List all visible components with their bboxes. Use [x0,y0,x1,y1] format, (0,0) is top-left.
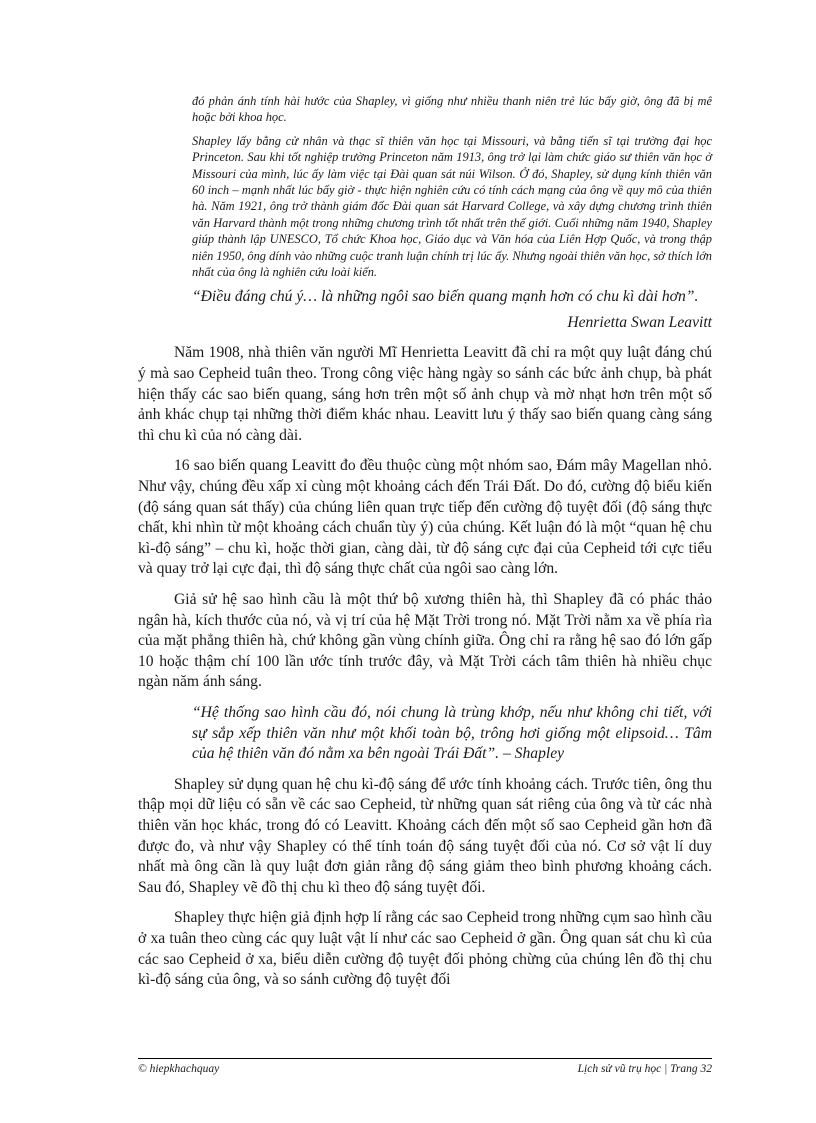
body-paragraph-4: Shapley sử dụng quan hệ chu kì-độ sáng để ước tính khoảng cách. Trước tiên, ông thu thập mọi dữ liệu có sẵn về các sao Cepheid, từ những quan sát riêng của ông và từ các nhà thiên văn học khác, trong đó có Leavitt. Khoảng cách đến một số sao Cepheid gần hơn đã được đo, và như vậy Shapley có thể tính toán độ sáng tuyệt đối của nó. Cơ sở vật lí duy nhất mà ông cần là quy luật đơn giản rằng độ sáng giảm theo bình phương khoảng cách. Sau đó, Shapley vẽ đồ thị chu kì theo độ sáng tuyệt đối. [138,775,712,896]
shapley-quote: “Hệ thống sao hình cầu đó, nói chung là trùng khớp, nếu như không chi tiết, với sự sắp xếp thiên văn như một khối toàn bộ, trông hơi giống một elipsoid… Tâm của hệ thiên văn đó nằm xa bên ngoài Trái Đất”. – Shapley [192,703,712,763]
body-paragraph-5: Shapley thực hiện giả định hợp lí rằng các sao Cepheid trong những cụm sao hình cầu ở xa tuân theo cùng các quy luật vật lí như các sao Cepheid ở gần. Ông quan sát chu kì của các sao Cepheid ở xa, biểu diễn cường độ tuyệt đối phỏng chừng của chúng lên đồ thị chu kì-độ sáng của ông, và so sánh cường độ tuyệt đối [138,909,712,989]
quote-attribution: Henrietta Swan Leavitt [567,314,712,332]
footer-page-info: Lịch sử vũ trụ học | Trang 32 [577,1063,712,1075]
box-paragraph-2: Shapley lấy bằng cử nhân và thạc sĩ thiên văn học tại Missouri, và bằng tiến sĩ tại trường đại học Princeton. Sau khi tốt nghiệp trường Princeton năm 1913, ông trở lại làm chức giáo sư thiên văn học ở Missouri của mình, lúc ấy làm việc tại Đài quan sát núi Wilson. Ở đó, Shapley, sử dụng kính thiên văn 60 inch – mạnh nhất lúc bấy giờ - thực hiện nghiên cứu có tính cách mạng của ông về quy mô của thiên hà. Năm 1921, ông trở thành giám đốc Đài quan sát Harvard College, và xây dựng chương trình thiên văn Harvard thành một trong những chương trình tốt nhất trên thế giới. Cuối những năm 1940, Shapley giúp thành lập UNESCO, Tổ chức Khoa học, Giáo dục và Văn hóa của Liên Hợp Quốc, và trong thập niên 1950, ông dính vào những cuộc tranh luận chính trị lúc ấy. Nhưng ngoài thiên văn học, sở thích lớn nhất của ông là nghiên cứu loài kiến. [192,133,712,280]
box-paragraph-1: đó phản ánh tính hài hước của Shapley, vì giống như nhiều thanh niên trẻ lúc bấy giờ, ông đã bị mê hoặc bởi khoa học. [192,94,712,125]
biography-box [192,93,712,280]
footer-copyright: © hiepkhachquay [138,1063,220,1075]
page-content [138,93,712,991]
leavitt-quote: “Điều đáng chú ý… là những ngôi sao biến quang mạnh hơn có chu kì dài hơn”. [192,288,699,306]
page-footer [138,1058,712,1075]
body-paragraph-2: 16 sao biến quang Leavitt đo đều thuộc cùng một nhóm sao, Đám mây Magellan nhỏ. Như vậy, chúng đều xấp xỉ cùng một khoảng cách đến Trái Đất. Do đó, cường độ biểu kiến (độ sáng quan sát thấy) của chúng liên quan trực tiếp đến cường độ tuyệt đối (độ sáng thực chất, khi nhìn từ một khoảng cách chuẩn tùy ý) của chúng. Kết luận đó là một “quan hệ chu kì-độ sáng” – chu kì, hoặc thời gian, càng dài, từ độ sáng cực đại của Cepheid tới cực tiểu và quay trở lại cực đại, thì độ sáng thực chất của ngôi sao càng lớn. [138,457,712,578]
body-paragraph-1: Năm 1908, nhà thiên văn người Mĩ Henrietta Leavitt đã chỉ ra một quy luật đáng chú ý mà sao Cepheid tuân theo. Trong công việc hàng ngày so sánh các bức ảnh chụp, bà phát hiện thấy các sao biến quang, sáng hơn trên một số ảnh chụp và mờ nhạt hơn trên một số ảnh khác chụp tại những thời điểm khác nhau. Leavitt lưu ý thấy sao biến quang càng sáng thì chu kì của nó càng dài. [138,344,712,444]
body-paragraph-3: Giả sử hệ sao hình cầu là một thứ bộ xương thiên hà, thì Shapley đã có phác thảo ngân hà, kích thước của nó, và vị trí của hệ Mặt Trời trong nó. Mặt Trời nằm xa về phía rìa của mặt phẳng thiên hà, chứ không gần vùng chính giữa. Ông chỉ ra rằng hệ sao đó lớn gấp 10 hoặc thậm chí 100 lần ước tính trước đây, và Mặt Trời cách tâm thiên hà nhiều chục ngàn năm ánh sáng. [138,591,712,691]
